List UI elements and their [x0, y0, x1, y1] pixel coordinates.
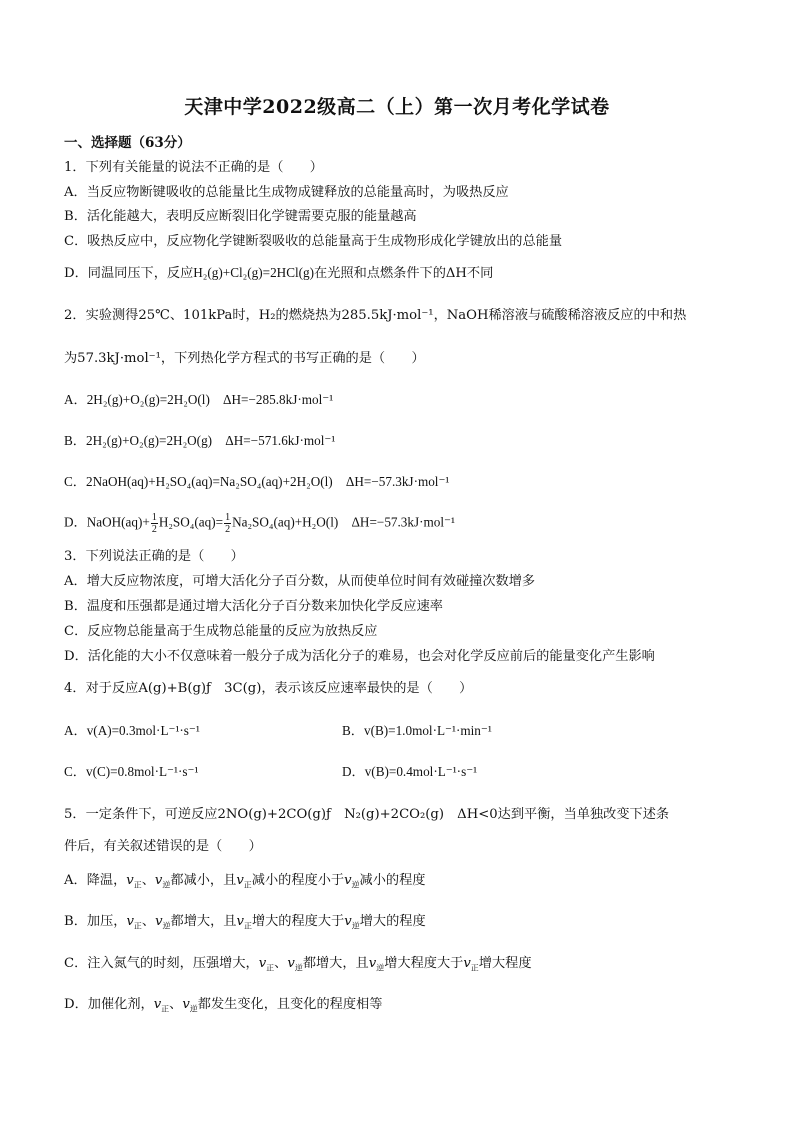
q1-option-b: B．活化能越大，表明反应断裂旧化学键需要克服的能量越高 [64, 209, 417, 224]
q2-option-d-part2: H₂SO₄(aq)= [158, 514, 224, 530]
q4-option-a: A．v(A)=0.3mol·L⁻¹·s⁻¹ [64, 723, 200, 738]
q4-option-c: C．v(C)=0.8mol·L⁻¹·s⁻¹ [64, 764, 199, 779]
q1-option-d-prefix: D．同温同压下，反应 [64, 266, 194, 281]
q2-option-a: A．2H₂(g)+O₂(g)=2H₂O(l) ΔH=−285.8kJ·mol⁻¹ [64, 392, 334, 407]
section-heading: 一、选择题（63分） [64, 135, 191, 151]
q3-option-b: B．温度和压强都是通过增大活化分子百分数来加快化学反应速率 [64, 599, 443, 614]
q2-option-d [64, 512, 455, 535]
q1-option-d [64, 264, 493, 283]
q5-option-c: C．注入氮气的时刻，压强增大，$v_正$、$v_逆$都增大，且$v_逆$增大程度大于$v_正$增大程度 [64, 956, 532, 973]
q2-stem-line1: 2．实验测得25℃、101kPa时，H₂的燃烧热为285.5kJ·mol⁻¹，NaOH稀溶液与硫酸稀溶液反应的中和热 [64, 308, 687, 323]
q1-option-c: C．吸热反应中，反应物化学键断裂吸收的总能量高于生成物形成化学键放出的总能量 [64, 234, 563, 249]
q5-option-b: B．加压，$v_正$、$v_逆$都增大，且$v_正$增大的程度大于$v_逆$增大的程度 [64, 914, 426, 931]
fraction-one-half: $\frac{1}{2}$ [225, 512, 231, 535]
q3-stem: 3．下列说法正确的是（ ） [64, 549, 244, 564]
q1-option-a: A．当反应物断键吸收的总能量比生成物成键释放的总能量高时，为吸热反应 [64, 185, 509, 200]
q1-option-d-equation: H₂(g)+Cl₂(g)=2HCl(g) [193, 265, 315, 280]
q5-option-d: D．加催化剂，$v_正$、$v_逆$都发生变化，且变化的程度相等 [64, 997, 383, 1014]
q4-option-d: D．v(B)=0.4mol·L⁻¹·s⁻¹ [342, 764, 478, 779]
q4-option-b: B．v(B)=1.0mol·L⁻¹·min⁻¹ [342, 723, 492, 738]
q2-option-d-part3: Na₂SO₄(aq)+H₂O(l) ΔH=−57.3kJ·mol⁻¹ [232, 514, 455, 530]
q2-stem-line2: 为57.3kJ·mol⁻¹，下列热化学方程式的书写正确的是（ ） [64, 351, 425, 366]
q5-option-a: A．降温，$v_正$、$v_逆$都减小，且$v_正$减小的程度小于$v_逆$减小的程度 [64, 873, 426, 890]
q5-stem-line1: 5．一定条件下，可逆反应2NO(g)+2CO(g)ƒ N₂(g)+2CO₂(g) ΔH<0达到平衡，当单独改变下述条 [64, 807, 670, 822]
q5-stem-line2: 件后，有关叙述错误的是（ ） [64, 839, 262, 854]
fraction-one-half: $\frac{1}{2}$ [151, 512, 157, 535]
q2-option-b: B．2H₂(g)+O₂(g)=2H₂O(g) ΔH=−571.6kJ·mol⁻¹ [64, 433, 336, 448]
q3-option-a: A．增大反应物浓度，可增大活化分子百分数，从而使单位时间有效碰撞次数增多 [64, 574, 536, 589]
q4-stem: 4．对于反应A(g)+B(g)ƒ 3C(g)，表示该反应速率最快的是（ ） [64, 681, 473, 696]
q2-option-c: C．2NaOH(aq)+H₂SO₄(aq)=Na₂SO₄(aq)+2H₂O(l) ΔH=−57.3kJ·mol⁻¹ [64, 474, 450, 489]
q1-option-d-suffix: 在光照和点燃条件下的ΔH不同 [314, 266, 494, 281]
q2-option-d-part1: D．NaOH(aq)+ [64, 514, 150, 530]
q3-option-c: C．反应物总能量高于生成物总能量的反应为放热反应 [64, 624, 378, 639]
q1-stem: 1．下列有关能量的说法不正确的是（ ） [64, 160, 323, 175]
q3-option-d: D．活化能的大小不仅意味着一般分子成为活化分子的难易，也会对化学反应前后的能量变化产生影响 [64, 649, 655, 664]
exam-title: 天津中学2022级高二（上）第一次月考化学试卷 [184, 96, 610, 118]
